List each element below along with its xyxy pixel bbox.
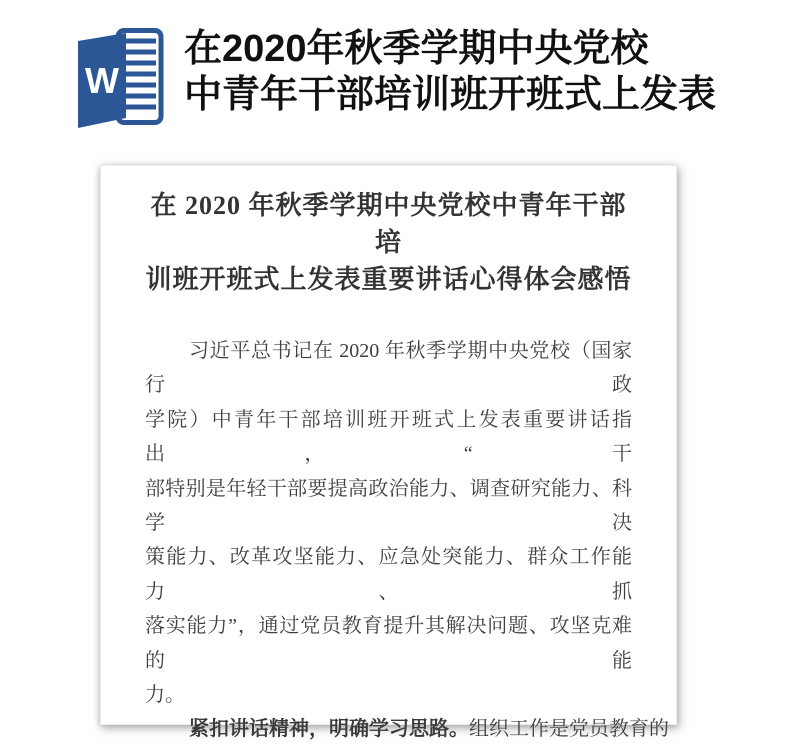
word-icon-letter: W: [85, 60, 119, 101]
document-title-line-1: 在 2020 年秋季学期中央党校中青年干部培: [150, 191, 627, 257]
document-page[interactable]: [100, 165, 677, 741]
header-title-line-2: 中青年干部培训班开班式上发表: [184, 74, 717, 116]
word-icon-page-lines: [124, 41, 156, 107]
body-line: 习近平总书记在 2020 年秋季学期中央党校（国家行政: [145, 340, 632, 397]
body-line: 落实能力”，通过党员教育提升其解决问题、攻坚克难的能: [145, 615, 632, 672]
word-document-icon: [76, 28, 164, 128]
body-line-partial: [145, 712, 669, 746]
header-title-line-1: 在2020年秋季学期中央党校: [184, 28, 649, 70]
paragraph2-normal-tail: 组织工作是党员教育的: [469, 718, 669, 741]
header-title: [184, 26, 784, 118]
document-title-line-2: 训班开班式上发表重要讲话心得体会感悟: [145, 265, 632, 294]
document-title: [145, 187, 632, 298]
body-line: 学院）中青年干部培训班开班式上发表重要讲话指出，“干: [145, 408, 632, 466]
body-line: 力。: [145, 684, 185, 707]
document-preview-area: [0, 150, 800, 741]
header: [0, 0, 800, 150]
body-line: 部特别是年轻干部要提高政治能力、调查研究能力、科学决: [145, 477, 632, 535]
document-body: [145, 334, 669, 747]
body-line: 策能力、改革攻坚能力、应急处突能力、群众工作能力、抓: [145, 546, 632, 603]
paragraph2-bold-lead: 紧扣讲话精神，明确学习思路。: [189, 718, 469, 741]
